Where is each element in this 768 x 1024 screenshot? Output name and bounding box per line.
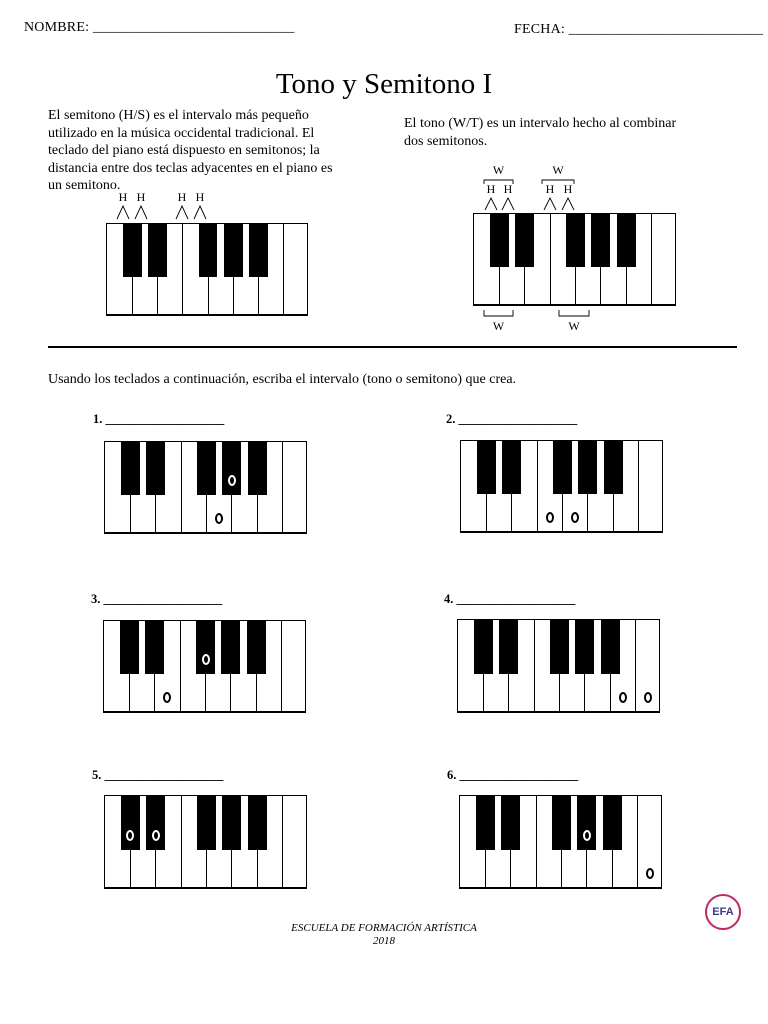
whole-step-label: W <box>492 319 505 333</box>
half-step-caret <box>544 198 556 210</box>
black-key <box>199 224 218 277</box>
half-step-caret <box>485 198 497 210</box>
exercise-keyboard-3 <box>103 620 306 713</box>
black-key <box>604 441 623 494</box>
black-key <box>145 621 164 674</box>
half-step-label: H <box>136 190 146 204</box>
white-key-divider <box>282 442 283 532</box>
tone-example-keyboard <box>473 213 676 306</box>
exercise-answer-line[interactable]: 1. ___________________ <box>93 412 225 426</box>
semitone-line: un semitono. <box>48 178 121 193</box>
half-step-caret <box>135 206 147 219</box>
black-key <box>617 214 636 267</box>
black-key <box>476 796 495 850</box>
white-key-divider <box>536 796 537 887</box>
black-key <box>146 796 165 850</box>
exercise-keyboard-1 <box>104 441 307 534</box>
black-key <box>123 224 142 277</box>
footer-year: 2018 <box>373 935 395 947</box>
white-key-divider <box>181 796 182 887</box>
black-key <box>248 442 267 495</box>
black-key <box>121 796 140 850</box>
white-key-divider <box>638 441 639 531</box>
whole-note <box>228 475 236 486</box>
black-key <box>566 214 585 267</box>
tone-line: dos semitonos. <box>404 133 488 149</box>
black-key <box>120 621 139 674</box>
exercise-answer-line[interactable]: 6. ___________________ <box>447 768 579 782</box>
section-divider <box>48 346 737 348</box>
whole-note <box>546 512 554 523</box>
exercise-keyboard-2 <box>460 440 663 533</box>
white-key-divider <box>534 620 535 711</box>
black-key <box>196 621 215 674</box>
black-key <box>221 621 240 674</box>
half-step-label: H <box>118 190 128 204</box>
whole-note <box>644 692 652 703</box>
semitone-explanation <box>48 107 378 195</box>
half-step-caret <box>117 206 129 219</box>
black-key <box>148 224 167 277</box>
half-step-caret <box>562 198 574 210</box>
black-key <box>515 214 534 267</box>
half-step-caret <box>194 206 206 219</box>
black-key <box>552 796 571 850</box>
whole-note <box>619 692 627 703</box>
white-key-divider <box>550 214 551 304</box>
black-key <box>477 441 496 494</box>
black-key <box>197 796 216 850</box>
white-key-divider <box>637 796 638 887</box>
black-key <box>249 224 268 277</box>
name-field-label: NOMBRE: ____________________________ <box>24 20 295 35</box>
half-step-caret <box>176 206 188 219</box>
white-key-divider <box>180 621 181 711</box>
whole-note <box>646 868 654 879</box>
whole-step-bracket <box>484 310 513 316</box>
black-key <box>578 441 597 494</box>
whole-note <box>152 830 160 841</box>
school-name: ESCUELA DE FORMACIÓN ARTÍSTICA <box>291 922 477 934</box>
white-key-divider <box>282 796 283 887</box>
black-key <box>197 442 216 495</box>
black-key <box>248 796 267 850</box>
whole-note <box>215 513 223 524</box>
exercise-answer-line[interactable]: 2. ___________________ <box>446 412 578 426</box>
black-key <box>224 224 243 277</box>
white-key-divider <box>537 441 538 531</box>
black-key <box>550 620 569 674</box>
semitone-line: teclado del piano está dispuesto en semitonos; la <box>48 143 320 158</box>
black-key <box>575 620 594 674</box>
whole-note <box>583 830 591 841</box>
exercise-answer-line[interactable]: 3. ___________________ <box>91 592 223 606</box>
exercise-answer-line[interactable]: 5. ___________________ <box>92 768 224 782</box>
white-key-divider <box>281 621 282 711</box>
logo-text: EFA <box>712 906 734 918</box>
date-field-label: FECHA: ___________________________ <box>514 22 764 37</box>
tone-annotations-top <box>473 162 613 214</box>
black-key <box>146 442 165 495</box>
black-key <box>501 796 520 850</box>
semitone-line: utilizado en la música occidental tradicional. El <box>48 125 315 141</box>
black-key <box>601 620 620 674</box>
black-key <box>553 441 572 494</box>
whole-note <box>571 512 579 523</box>
exercise-keyboard-4 <box>457 619 660 713</box>
exercise-keyboard-5 <box>104 795 307 889</box>
semitone-line: distancia entre dos teclas adyacentes en el piano es <box>48 160 333 176</box>
whole-step-label: W <box>568 319 580 333</box>
whole-step-bracket <box>559 310 589 316</box>
white-key-divider <box>651 214 652 304</box>
half-step-label: H <box>177 190 187 204</box>
half-step-label: H <box>195 190 205 204</box>
tone-explanation <box>404 115 734 150</box>
semitone-example-keyboard <box>106 223 308 316</box>
whole-step-label: W <box>552 163 564 177</box>
black-key <box>591 214 610 267</box>
white-key-divider <box>283 224 284 314</box>
black-key <box>222 796 241 850</box>
half-step-caret <box>502 198 514 210</box>
half-step-label: H <box>486 182 496 196</box>
black-key <box>499 620 518 674</box>
white-key-divider <box>181 442 182 532</box>
black-key <box>603 796 622 850</box>
semitone-line: El semitono (H/S) es el intervalo más pequeño <box>48 108 309 123</box>
black-key <box>577 796 596 850</box>
whole-note <box>202 654 210 665</box>
black-key <box>222 442 241 495</box>
white-key-divider <box>635 620 636 711</box>
half-step-label: H <box>545 182 555 196</box>
exercise-answer-line[interactable]: 4. ___________________ <box>444 592 576 606</box>
exercise-keyboard-6 <box>459 795 662 889</box>
efa-logo <box>705 894 741 930</box>
black-key <box>121 442 140 495</box>
tone-annotations-bottom <box>473 308 613 338</box>
half-step-label: H <box>503 182 513 196</box>
white-key-divider <box>182 224 183 314</box>
whole-note <box>163 692 171 703</box>
tone-line: El tono (W/T) es un intervalo hecho al combinar <box>404 116 677 131</box>
black-key <box>474 620 493 674</box>
instructions: Usando los teclados a continuación, escriba el intervalo (tono o semitono) que crea. <box>48 372 517 387</box>
black-key <box>490 214 509 267</box>
half-step-label: H <box>563 182 573 196</box>
whole-step-label: W <box>492 163 505 177</box>
semitone-annotations <box>106 188 246 228</box>
black-key <box>502 441 521 494</box>
page-title: Tono y Semitono I <box>275 68 493 100</box>
black-key <box>247 621 266 674</box>
